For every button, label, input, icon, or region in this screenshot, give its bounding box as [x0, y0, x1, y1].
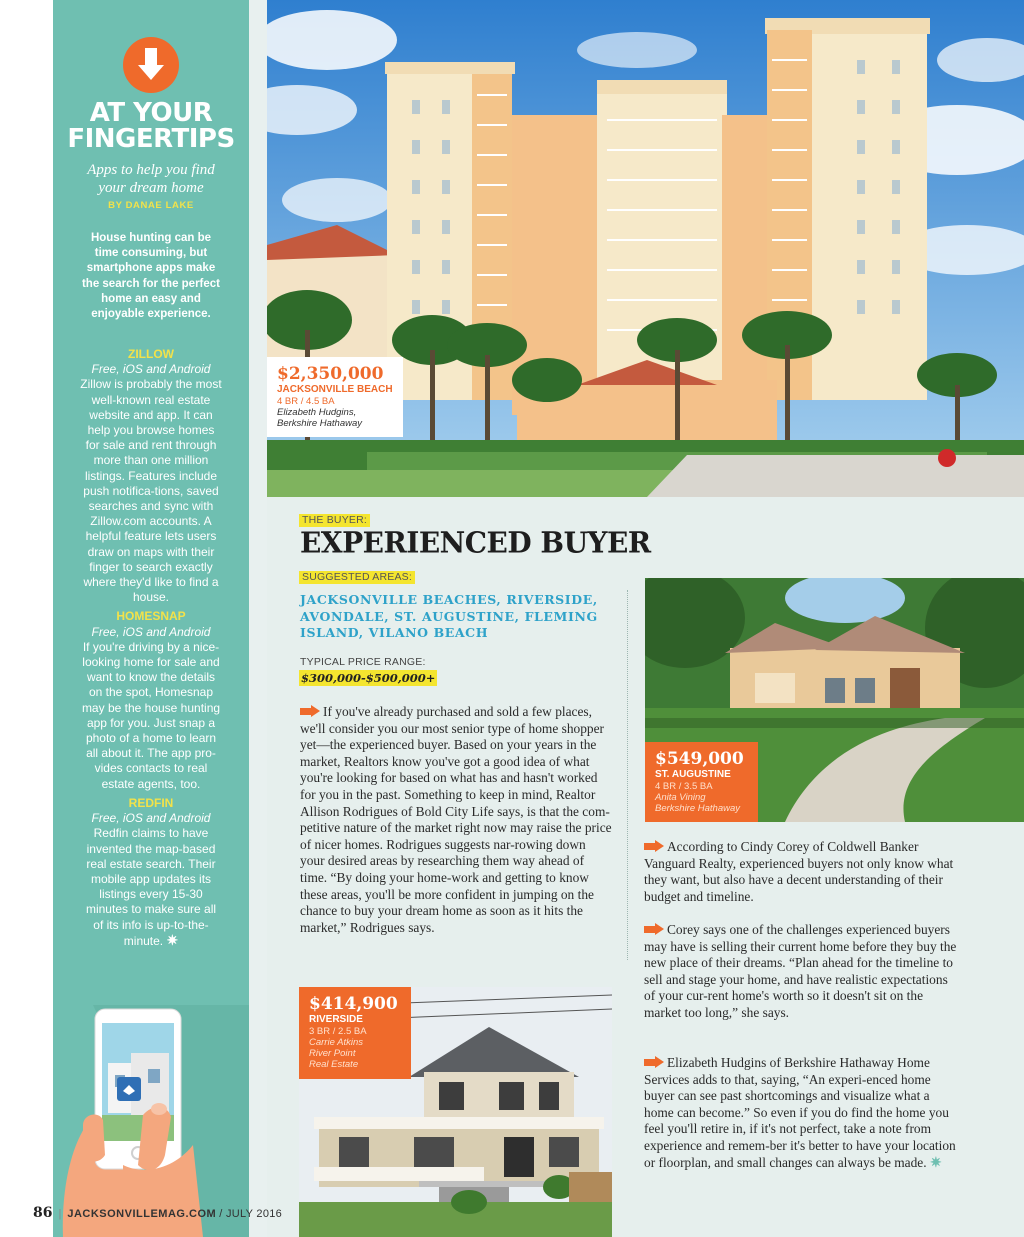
app-description [80, 826, 222, 949]
app-item-redfin [80, 796, 222, 949]
sidebar-intro: House hunting can be time consuming, but smartphone apps make the search for the perfect home an easy and enjoyable experience. [81, 232, 221, 321]
article-paragraph-1 [300, 704, 612, 936]
phone-hand-illustration [53, 1005, 249, 1237]
app-name: HOMESNAP [116, 609, 186, 624]
arrow-right-icon [300, 706, 320, 717]
paragraph-text: If you've already purchased and sold a few places, we'll consider you our most senior type of home shopper yet—the experienced buyer. Based on your years in the market, Realtors know you've got a good idea of what you're looking for based on what has and hasn't worked for you in the past. Something to keep in mind, Realtor Allison Rodrigues of Bold City Life says, is that the com-petitive nature of the market right now may raise the price of nicer homes. Rodrigues suggests nar-rowing down your desired areas by researching them way ahead of time. “By doing your home-work and getting to know these areas, you'll be more confident in jumping on the chance to buy your dream home as soon as it hits the market,” Rodrigues says. [300, 704, 612, 935]
areas-label: SUGGESTED AREAS: [299, 571, 415, 584]
app-description: Zillow is probably the most well-known real estate website and app. It can help you browse homes for sale and rent through more than one million listings. Features include push notifica-tions, saved searches and sync with Zillow.com accounts. A helpful feature lets users draw on maps with their finger to search exactly where they'd like to find a house. [80, 377, 222, 605]
page-number: 86 [33, 1205, 53, 1221]
sidebar-subtitle-line1: Apps to help you find [87, 162, 215, 178]
sidebar-byline: BY DANAE LAKE [108, 200, 194, 211]
paragraph-text: Elizabeth Hudgins of Berkshire Hathaway Home Services adds to that, saying, “An experi-enced home buyer can see past shortcomings and visualize what a home can become.” So even if you do find the home you feel you'll retire in, if it's not perfect, take a note from experience and remem-ber it's better to have your location or floorplan, and small changes can always be made. [644, 1055, 956, 1170]
listing-beds: 3 BR / 2.5 BA [309, 1026, 367, 1037]
listing-agent: River Point [309, 1048, 356, 1059]
arrow-right-icon [644, 1057, 664, 1068]
footer-separator: | [58, 1208, 62, 1220]
footer-site: JACKSONVILLEMAG.COM [67, 1208, 217, 1220]
listing-beds: 4 BR / 4.5 BA [277, 396, 335, 407]
listing-agent: Elizabeth Hudgins, [277, 407, 357, 418]
listing-price: $414,900 [309, 994, 398, 1014]
listing-agent: Berkshire Hathaway [277, 418, 363, 429]
price-range-label: TYPICAL PRICE RANGE: [300, 656, 426, 668]
page-footer [33, 1205, 282, 1221]
app-item-homesnap [80, 609, 222, 791]
article-headline: EXPERIENCED BUYER [300, 525, 651, 560]
sidebar-subtitle-line2: your dream home [98, 180, 204, 196]
listing-agent: Berkshire Hathaway [655, 803, 741, 814]
app-description: If you're driving by a nice-looking home for sale and want to know the details on the spot, Homesnap may be the house hunting app for you. Just snap a photo of a home to learn all about it. The app pro-vides contacts to real estate agents, too. [81, 639, 221, 791]
app-name: REDFIN [128, 795, 174, 810]
sidebar-subtitle [53, 161, 249, 197]
app-price: Free, iOS and Android [91, 624, 211, 639]
listing-location: RIVERSIDE [309, 1014, 363, 1025]
listing-location: ST. AUGUSTINE [655, 769, 731, 780]
listing-price: $549,000 [655, 749, 744, 769]
app-item-zillow [80, 347, 222, 605]
end-mark-icon: ✷ [929, 1155, 942, 1171]
price-range-value: $300,000-$500,000+ [301, 671, 436, 685]
column-divider [627, 590, 628, 960]
listing-price: $2,350,000 [277, 364, 384, 384]
app-price: Free, iOS and Android [91, 811, 211, 826]
paragraph-text: According to Cindy Corey of Coldwell Banker Vanguard Realty, experienced buyers not only know what they want, but also have a decent understanding of their budget and timeline. [644, 839, 954, 904]
app-description-text: Redfin claims to have invented the map-based real estate search. Their mobile app updates its listings every 15-30 minutes to make sure all of its info is up-to-the-minute. [85, 826, 217, 948]
listing-tag-riverside [299, 987, 411, 1079]
listing-agent: Carrie Atkins [309, 1037, 364, 1048]
arrow-right-icon [644, 924, 664, 935]
article-paragraph-4 [644, 1055, 959, 1172]
suggested-areas: JACKSONVILLE BEACHES, RIVERSIDE, AVONDALE, ST. AUGUSTINE, FLEMING ISLAND, VILANO BEACH [300, 592, 598, 640]
arrow-right-icon [644, 841, 664, 852]
sidebar-title-line1: AT YOUR [89, 98, 213, 128]
listing-agent: Real Estate [309, 1059, 359, 1070]
article-paragraph-3 [644, 922, 959, 1022]
app-list [80, 343, 222, 949]
end-mark-icon: ✷ [166, 931, 179, 948]
app-name: ZILLOW [128, 347, 174, 361]
down-arrow-icon [123, 37, 179, 93]
buyer-label: THE BUYER: [299, 514, 370, 527]
sidebar-title [53, 100, 249, 152]
sidebar-gutter [249, 0, 267, 1237]
footer-date: / JULY 2016 [219, 1208, 283, 1220]
listing-agent: Anita Vining [655, 792, 706, 803]
paragraph-text: Corey says one of the challenges experienced buyers may have is selling their current home before they buy the new place of their dreams. “Plan ahead for the timeline to sell and stage your home, and have realistic expectations of your cur-rent home's worth so it doesn't sit on the market too long,” she says. [644, 922, 957, 1020]
article-paragraph-2 [644, 839, 959, 905]
listing-location: JACKSONVILLE BEACH [277, 384, 393, 395]
listing-beds: 4 BR / 3.5 BA [655, 781, 713, 792]
listing-tag-st-augustine [645, 742, 758, 822]
listing-tag-jacksonville [267, 357, 403, 437]
sidebar-title-line2: FINGERTIPS [67, 124, 235, 154]
app-price: Free, iOS and Android [91, 362, 211, 377]
